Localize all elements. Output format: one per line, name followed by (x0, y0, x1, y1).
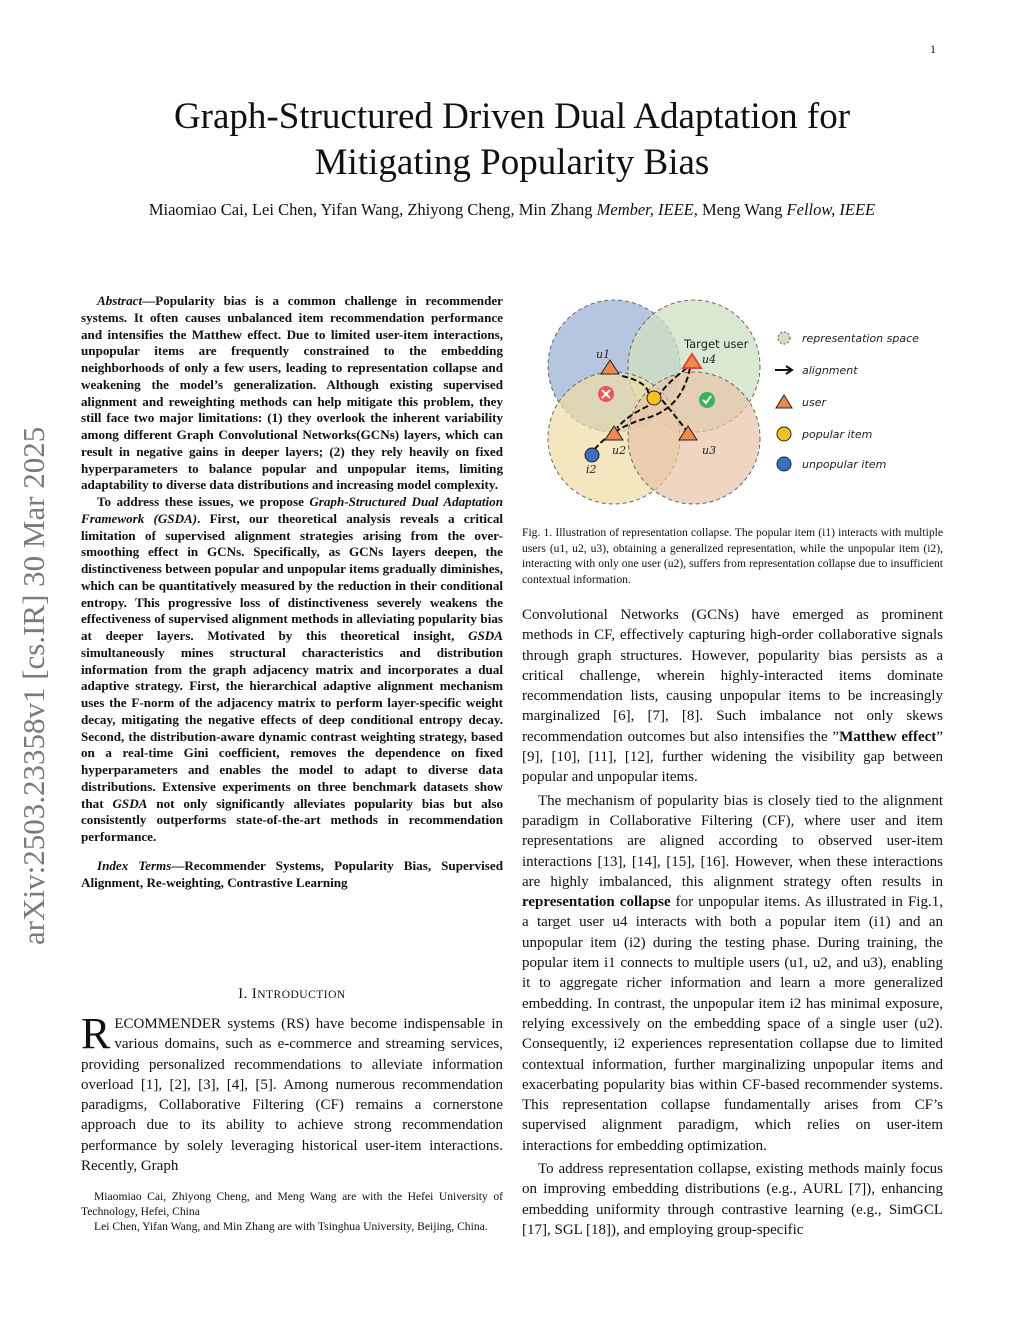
intro-text: ECOMMENDER systems (RS) have become indispensable in various domains, such as e-commerce and streaming services, providing personalized recommendations to alleviate information overload [1], [2], [3], [4], [5]. Among numerous recommendation paradigms, Collaborative Filtering (CF) remains a cornerstone approach due to its ability to achieve strong recommendation performance by solely leveraging historical user-item interactions. Recently, Graph (81, 1016, 503, 1175)
paper-title (0, 94, 1024, 186)
title-line-1: Graph-Structured Driven Dual Adaptation for (173, 96, 851, 137)
node-label: u3 (702, 444, 717, 457)
index-terms-label: Index Terms (97, 857, 172, 873)
paragraph (522, 605, 943, 788)
section-number: I. (238, 986, 248, 1002)
member-note: Member, IEEE (596, 200, 694, 219)
author-names: Miaomiao Cai, Lei Chen, Yifan Wang, Zhiyong Cheng, Min Zhang (148, 200, 593, 219)
legend-user-icon (776, 395, 792, 408)
arxiv-side-identifier (4, 280, 60, 980)
paragraph-text: ” [9], [10], [11], [12], further widening the visibility gap between popular and unpopular items. (522, 728, 943, 786)
section-title-initial: I (251, 986, 258, 1002)
matthew-effect: Matthew effect (839, 728, 937, 745)
figure-caption: Fig. 1. Illustration of representation collapse. The popular item (i1) interacts with multiple users (u1, u2, u3), obtaining a generalized representation, while the unpopular item (i2), interacting with only one user (u2), suffers from representation collapse due to insufficient contextual information. (522, 526, 943, 586)
footnote: Miaomiao Cai, Zhiyong Cheng, and Meng Wang are with the Hefei University of Technology, Hefei, China (81, 1190, 503, 1218)
author-list (0, 200, 1024, 220)
unpopular-item-i2 (585, 448, 599, 462)
legend-label: representation space (802, 332, 919, 345)
footnotes (81, 1189, 503, 1234)
abstract-p1: —Popularity bias is a common challenge in recommender systems. It often causes unbalanced item recommendation performance and intensifies the Matthew effect. Due to limited user-item interactions, unpopular items are frequently constrained to the embedding neighborhoods of only a few users, leading to representation collapse and weakening the model’s generalization. Although existing supervised alignment and reweighting methods can help mitigate this problem, they still face two major limitations: (1) they overlook the inherent variability among different Graph Convolutional Networks(GCNs) layers, which can result in negative gains in deeper layers; (2) they rely heavily on fixed hyperparameters to balance popular and unpopular items, limiting adaptability to diverse data distributions and increasing model complexity. (81, 293, 503, 493)
paragraph-text: The mechanism of popularity bias is closely tied to the alignment paradigm in Collaborative Filtering (CF), where user and item representations are aligned according to observed user-item interactions [13], [14], [15], [16]. However, when these interactions are highly imbalanced, this alignment strategy often results in (522, 792, 943, 890)
index-terms: —Recommender Systems, Popularity Bias, Supervised Alignment, Re-weighting, Contrastive Learning (81, 857, 503, 890)
abstract (81, 293, 503, 891)
section-title-rest: NTRODUCTION (257, 989, 346, 1001)
paragraph-text: for unpopular items. As illustrated in Fig.1, a target user u4 interacts with both a popular item (i1) and an unpopular item (i2) during the testing phase. During training, the popular item i1 connects to multiple users (u1, u2, and u3), enabling it to aggregate richer information and learn a more generalized embedding. In contrast, the unpopular item i2 has minimal exposure, relying excessively on the embedding space of a single user (u2). Consequently, i2 experiences representation collapse due to limited contextual information, further marginalizing unpopular items and exacerbating popularity bias within CF-based recommender systems. This representation collapse fundamentally arises from CF’s supervised alignment paradigm, which relies on user-item interactions for embedding optimization. (522, 894, 943, 1154)
abstract-p2a: To address these issues, we propose (97, 494, 310, 509)
legend-popular-icon (777, 427, 791, 441)
section-heading (81, 986, 503, 1003)
paragraph: To address representation collapse, existing methods mainly focus on improving embedding distributions (e.g., AURL [7]), enhancing embedding uniformity through contrastive learning (e.g., SimGCL [17], SGL [18]), and employing group-specific (522, 1161, 943, 1238)
framework-name: Graph-Structured Dual Adaptation Framework (GSDA) (81, 494, 504, 526)
legend-arrow-icon (775, 366, 792, 374)
legend-label: alignment (802, 364, 858, 377)
legend (775, 332, 919, 471)
legend-label: popular item (802, 428, 873, 441)
paragraph (522, 791, 943, 1156)
dropcap: R (81, 1009, 111, 1058)
legend-unpopular-icon (777, 457, 791, 471)
target-user-label: Target user (684, 337, 749, 351)
page-number: 1 (930, 42, 936, 56)
right-column-text (522, 605, 943, 1240)
representation-collapse-term: representation collapse (522, 894, 671, 911)
abstract-p2d: not only significantly alleviates popularity bias but also consistently outperforms state-of-the-art methods in recommendation performance. (81, 795, 503, 844)
abstract-p2c: simultaneously mines structural characteristics and distribution information from the graph adjacency matrix and incorporates a dual adaptive strategy. First, the hierarchical adaptive alignment mechanism uses the F-norm of the adjacency matrix to perform layer-specific weight decay, mitigating the negative effects of deep conditional entropy decay. Second, the distribution-aware dynamic contrast weighting strategy, based on a real-time Gini coefficient, removes the dependence on fixed hyperparameters and enables the model to adapt to diverse data distributions. Extensive experiments on three benchmark datasets show that (81, 644, 503, 811)
node-label: u4 (702, 353, 717, 366)
popular-item-i1 (647, 391, 661, 405)
paragraph-text: Convolutional Networks (GCNs) have emerged as prominent methods in CF, effectively capturing high-order collaborative signals through graph structures. However, popularity bias persists as a critical challenge, wherein highly-interacted items dominate recommendation lists, causing unpopular items to be increasingly marginalized [6], [7], [8]. Such imbalance not only skews recommendation outcomes but also intensifies the ” (522, 607, 943, 745)
figure-1 (522, 288, 943, 513)
author-meng: , Meng Wang (693, 200, 783, 219)
legend-label: user (802, 396, 826, 409)
abstract-label: Abstract (97, 293, 143, 308)
arxiv-id-text: arXiv:2503.23358v1 [cs.IR] 30 Mar 2025 (16, 426, 51, 945)
legend-label: unpopular item (802, 458, 887, 471)
node-label: i2 (586, 463, 597, 476)
node-label: u2 (612, 444, 627, 457)
title-line-2: Mitigating Popularity Bias (314, 142, 710, 183)
node-label: u1 (596, 348, 611, 361)
fellow-note: Fellow, IEEE (786, 200, 876, 219)
legend-space-icon (778, 332, 790, 344)
intro-paragraph (81, 1009, 503, 1176)
gsda-name: GSDA (468, 628, 503, 643)
gsda-name: GSDA (112, 795, 148, 811)
footnote: Lei Chen, Yifan Wang, and Min Zhang are with Tsinghua University, Beijing, China. (94, 1220, 488, 1233)
abstract-p2b: . First, our theoretical analysis reveals a critical limitation of supervised alignment strategies arising from the over-smoothing effect in GCNs. Specifically, as GCNs layers deepen, the distinctiveness between popular and unpopular items gradually diminishes, which can be quantitatively measured by the reduction in their conditional entropy. This progressive loss of distinctiveness severely weakens the effectiveness of supervised alignment methods in alleviating popularity bias at deeper layers. Motivated by this theoretical insight, (81, 510, 504, 643)
